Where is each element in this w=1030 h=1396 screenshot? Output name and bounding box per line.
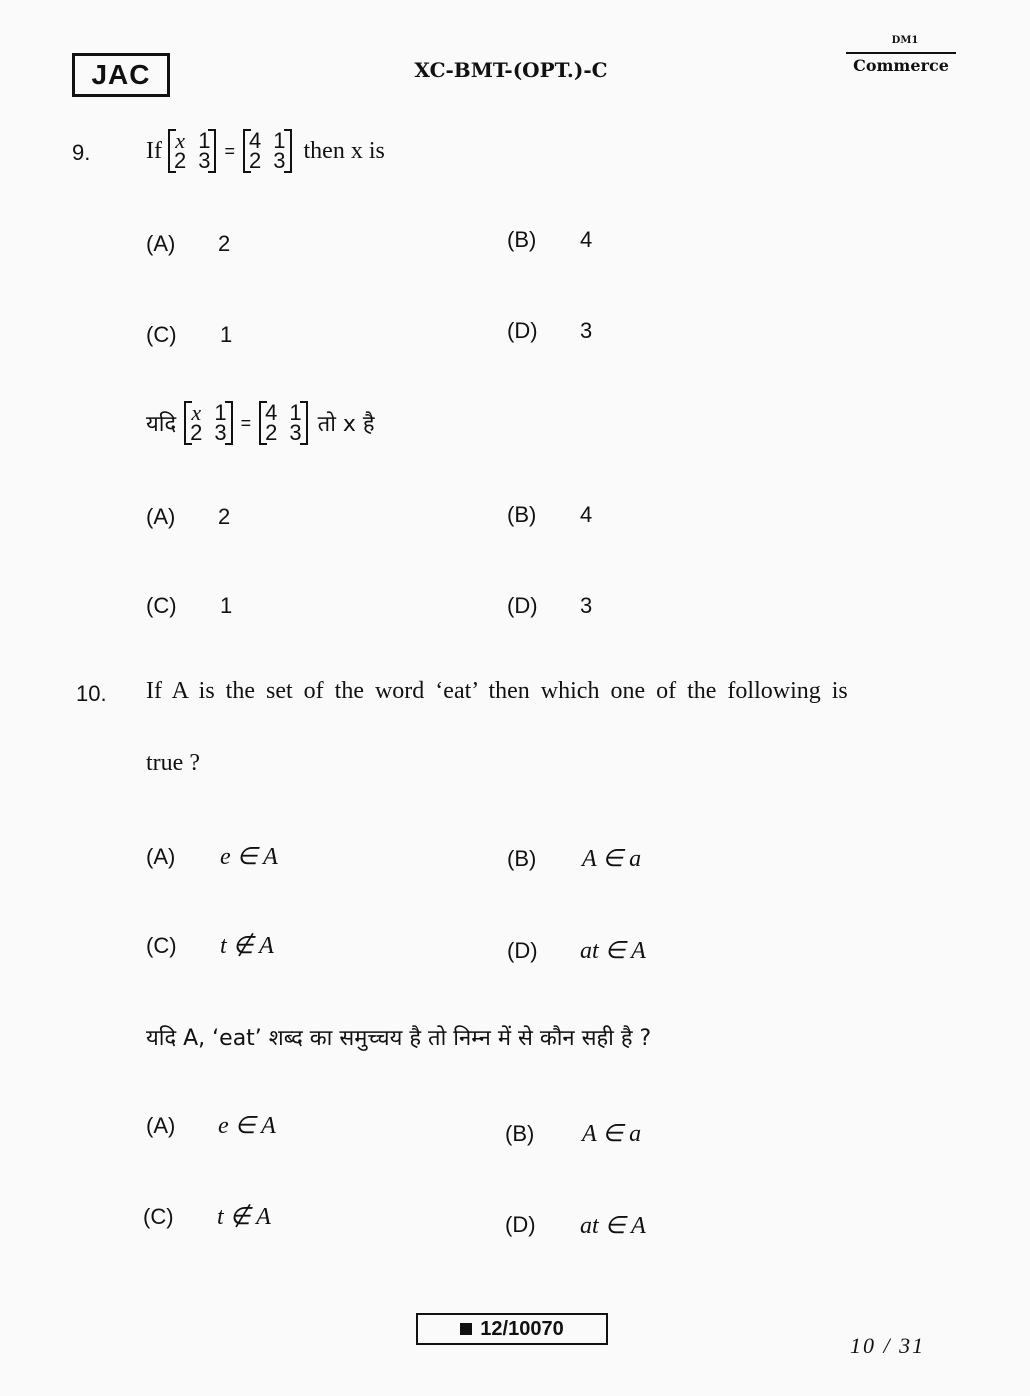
question-10-stem-hi: यदि A, ‘eat’ शब्द का समुच्चय है तो निम्न में से कौन सही है ? <box>146 1026 652 1051</box>
q10-hi-option-c-value: t ∉ A <box>217 1204 271 1230</box>
equals-sign: = <box>224 140 235 161</box>
q9-hi-option-b-label: (B) <box>507 502 537 527</box>
q10-option-b-value: A ∈ a <box>582 846 642 872</box>
paper-code: XC-BMT-(OPT.)-C <box>414 58 608 82</box>
q10-hi-option-a-value: e ∈ A <box>218 1113 276 1139</box>
matrix-right-hi <box>259 400 308 445</box>
q10-hi-option-c-label: (C) <box>143 1204 174 1229</box>
q9-option-b-value: 4 <box>580 227 593 252</box>
matrix-cell: 3 <box>273 148 286 173</box>
q9-hi-option-c-value: 1 <box>220 593 233 618</box>
q9-hi-option-d-value: 3 <box>580 593 593 618</box>
question-9-stem-en <box>146 126 385 176</box>
booklet-number: 12/10070 <box>480 1317 564 1340</box>
small-code: DM1 <box>891 35 919 46</box>
q10-hi-option-b-value: A ∈ a <box>582 1121 642 1147</box>
q10-hi-option-b-label: (B) <box>505 1121 535 1146</box>
question-9-number: 9. <box>72 140 91 165</box>
matrix-cell: 4 <box>249 128 262 153</box>
matrix-cell: 1 <box>289 400 302 425</box>
matrix-cell: 3 <box>198 148 211 173</box>
matrix-cell: x <box>191 400 202 425</box>
q10-option-a-label: (A) <box>146 844 176 869</box>
q9-hi-option-c-label: (C) <box>146 593 177 618</box>
q9-option-a-label: (A) <box>146 231 176 256</box>
question-10-stem-en-line2: true ? <box>146 750 200 776</box>
q10-option-d-value: at ∈ A <box>580 938 646 964</box>
q9-option-a-value: 2 <box>218 231 231 256</box>
matrix-cell: 2 <box>265 420 278 445</box>
q10-option-c-value: t ∉ A <box>220 933 274 959</box>
matrix-left <box>168 128 217 173</box>
question-9-then: then x is <box>303 137 385 164</box>
question-9-hi-prefix: यदि <box>146 412 177 437</box>
q10-option-d-label: (D) <box>507 938 538 963</box>
matrix-cell: x <box>175 128 185 153</box>
square-bullet-icon <box>460 1323 472 1335</box>
page-number: 10 / 31 <box>850 1333 926 1358</box>
matrix-cell: 1 <box>214 400 227 425</box>
booklet-number-box <box>416 1313 608 1345</box>
matrix-cell: 2 <box>173 148 187 173</box>
q9-option-c-label: (C) <box>146 322 177 347</box>
q9-hi-option-d-label: (D) <box>507 593 538 618</box>
q9-hi-option-b-value: 4 <box>580 502 593 527</box>
matrix-right <box>243 128 292 173</box>
matrix-cell: 2 <box>190 420 203 445</box>
q10-hi-option-a-label: (A) <box>146 1113 176 1138</box>
q10-hi-option-d-label: (D) <box>505 1212 536 1237</box>
matrix-cell: 4 <box>265 400 278 425</box>
question-9-if: If <box>146 137 162 164</box>
matrix-left-hi <box>184 400 233 445</box>
matrix-cell: 2 <box>249 148 262 173</box>
jac-logo <box>72 53 170 97</box>
q9-hi-option-a-value: 2 <box>218 504 231 529</box>
question-10-stem-en-line1: If A is the set of the word ‘eat’ then which one of the following is <box>146 678 848 704</box>
matrix-cell: 1 <box>198 128 211 153</box>
q10-option-c-label: (C) <box>146 933 177 958</box>
header-rule <box>846 52 956 54</box>
question-9-stem-hi <box>146 398 375 448</box>
q9-option-b-label: (B) <box>507 227 537 252</box>
q10-option-b-label: (B) <box>507 846 537 871</box>
matrix-cell: 1 <box>273 128 286 153</box>
matrix-cell: 3 <box>289 420 302 445</box>
q9-option-d-value: 3 <box>580 318 593 343</box>
question-9-hi-suffix: तो x है <box>317 412 375 437</box>
q10-hi-option-d-value: at ∈ A <box>580 1213 646 1239</box>
question-10-number: 10. <box>76 681 107 706</box>
jac-logo-text: JAC <box>91 59 151 90</box>
q9-hi-option-a-label: (A) <box>146 504 176 529</box>
subject-label: Commerce <box>853 56 949 75</box>
q10-option-a-value: e ∈ A <box>220 844 278 870</box>
q9-option-d-label: (D) <box>507 318 538 343</box>
equals-sign: = <box>240 412 252 433</box>
q9-option-c-value: 1 <box>220 322 233 347</box>
matrix-cell: 3 <box>214 420 227 445</box>
